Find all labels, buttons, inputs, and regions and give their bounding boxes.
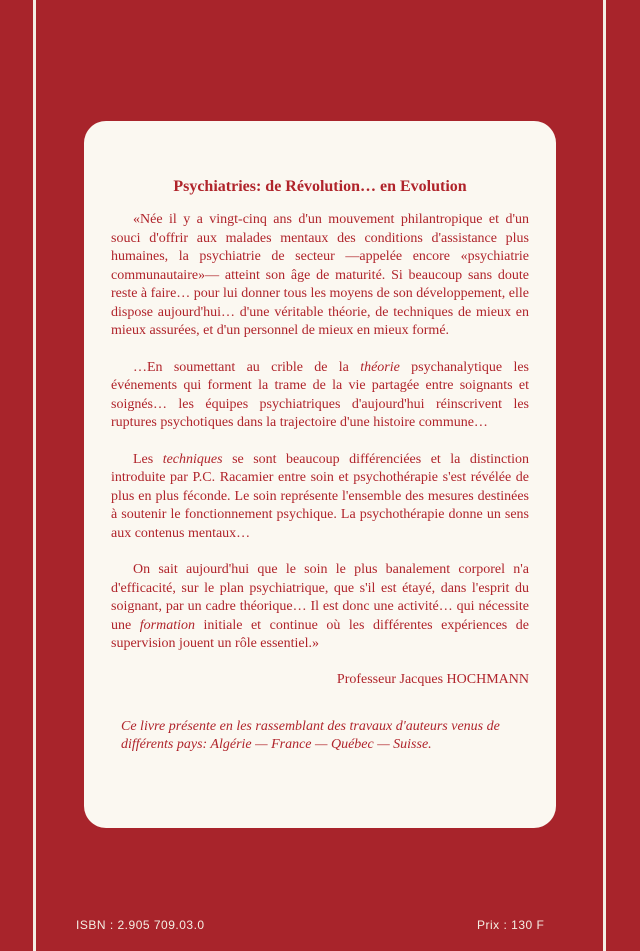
paragraph-3-text-start: Les	[133, 451, 163, 467]
closing-statement: Ce livre présente en les rassemblant des travaux d'auteurs venus de différents pays: Algérie — France — Québec — Suisse.	[121, 718, 500, 752]
paragraph-2-text-start: …En soumettant au crible de la	[133, 359, 361, 375]
paragraph-2-emphasis: théorie	[360, 359, 400, 375]
back-cover-text-card	[84, 121, 556, 828]
paragraph-2-text-end: psychanalytique les événements qui forment la trame de la vie partagée entre soignants et soignés… les équipes psychiatriques d'aujourd'hui réinscrivent les ruptures psychotiques dans la trajectoire d'une histoire commune…	[111, 359, 529, 430]
paragraph-4-emphasis: formation	[139, 617, 195, 633]
paragraph-3-emphasis: techniques	[162, 451, 223, 467]
paragraph-4-text-start: On sait aujourd'hui que le soin le plus banalement corporel n'a d'efficacité, sur le plan psychiatrique, que s'il est étayé, dans l'esprit du soignant, par un cadre théorique… Il est donc une activité… qui nécessite une	[111, 562, 529, 633]
blurb-title: Psychiatries: de Révolution… en Evolution	[173, 178, 467, 195]
left-border-line	[33, 0, 36, 951]
blurb-paragraph-2	[111, 359, 529, 433]
paragraph-1-text: «Née il y a vingt-cinq ans d'un mouvement philantropique et d'un souci d'offrir aux malades mentaux des conditions d'assistance plus humaines, la psychiatrie de secteur —appelée encore «psychiatrie communautaire»— atteint son âge de maturité. Si beaucoup sans doute reste à faire… pour lui donner tous les moyens de son développement, elle dispose aujourd'hui… d'une véritable théorie, de techniques de mieux en mieux assurées, et d'un personnel de mieux en mieux formé.	[111, 212, 529, 338]
paragraph-4-text-end: initiale et continue où les différentes expériences de supervision jouent un rôle essentiel.»	[111, 617, 529, 651]
blurb-paragraph-3	[111, 451, 529, 544]
blurb-paragraph-1	[111, 211, 529, 341]
right-border-line	[603, 0, 606, 951]
isbn-label: ISBN : 2.905 709.03.0	[76, 918, 205, 932]
price-label: Prix : 130 F	[477, 918, 545, 932]
paragraph-3-text-end: se sont beaucoup différenciées et la distinction introduite par P.C. Racamier entre soin et psychothérapie s'est révélée de plus en plus féconde. Le soin représente l'ensemble des mesures destinées à soutenir le fonctionnement psychique. La psychothérapie donne un sens aux contenus mentaux…	[111, 451, 529, 541]
blurb-paragraph-4	[111, 561, 529, 654]
author-signature: Professeur Jacques HOCHMANN	[336, 671, 529, 687]
